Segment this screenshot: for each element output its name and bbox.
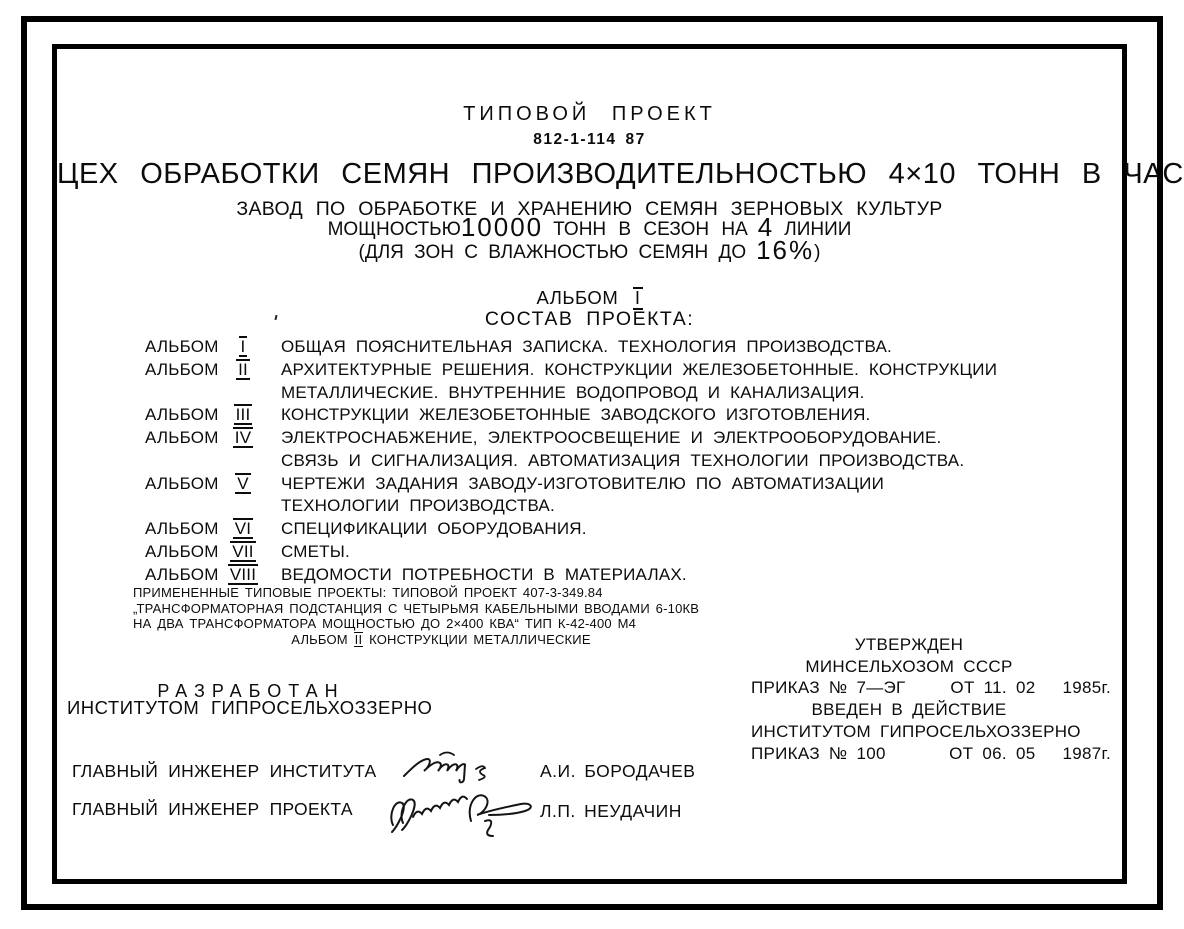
capacity-value: 10000 (460, 212, 544, 242)
signature-name-neudachin: Л.П. НЕУДАЧИН (540, 801, 682, 821)
album-description-line: СМЕТЫ. (281, 541, 350, 561)
album-description-line: ВЕДОМОСТИ ПОТРЕБНОСТИ В МАТЕРИАЛАХ. (281, 564, 687, 584)
list-item (145, 518, 1105, 541)
album-description-line: СВЯЗЬ И СИГНАЛИЗАЦИЯ. АВТОМАТИЗАЦИЯ ТЕХНОЛОГИИ ПРОИЗВОДСТВА. (281, 450, 965, 470)
applied-projects-note (133, 585, 699, 647)
album-word: АЛЬБОМ (145, 405, 219, 425)
album-description-line: СПЕЦИФИКАЦИИ ОБОРУДОВАНИЯ. (281, 519, 587, 538)
document-type-label: ТИПОВОЙ ПРОЕКТ (463, 103, 716, 125)
album-heading-label: АЛЬБОМ (536, 287, 619, 308)
list-item (145, 473, 1105, 519)
album-numeral: II (238, 359, 248, 379)
capacity-prefix: МОЩНОСТЬЮ (327, 219, 461, 240)
humidity-prefix: (ДЛЯ ЗОН С ВЛАЖНОСТЬЮ СЕМЯН ДО (358, 242, 747, 263)
album-heading-numeral: I (634, 287, 641, 308)
list-item (145, 427, 1105, 473)
lines-count-value: 4 (757, 212, 775, 242)
album-word: АЛЬБОМ (145, 519, 219, 538)
note-line: „ТРАНСФОРМАТОРНАЯ ПОДСТАНЦИЯ С ЧЕТЫРЬМЯ КАБЕЛЬНЫМИ ВВОДАМИ 6-10КВ (133, 600, 700, 616)
signature-name-borodachev: А.И. БОРОДАЧЕВ (540, 761, 696, 781)
signature-role-chief-engineer-institute: ГЛАВНЫЙ ИНЖЕНЕР ИНСТИТУТА (72, 761, 377, 781)
note-line: НА ДВА ТРАНСФОРМАТОРА МОЩНОСТЬЮ ДО 2×400 КВА“ ТИП К-42-400 М4 (133, 616, 637, 631)
composition-heading: СОСТАВ ПРОЕКТА: (484, 308, 695, 330)
album-description-line: ТЕХНОЛОГИИ ПРОИЗВОДСТВА. (281, 496, 555, 516)
project-number-value: 812-1-114 (533, 131, 617, 148)
subtitle-capacity (57, 212, 1122, 242)
album-word: АЛЬБОМ (145, 541, 219, 561)
enacted-by: ИНСТИТУТОМ ГИПРОСЕЛЬХОЗЗЕРНО (751, 721, 1081, 741)
note-album-word: АЛЬБОМ (291, 631, 348, 647)
signature-role-chief-engineer-project: ГЛАВНЫЙ ИНЖЕНЕР ПРОЕКТА (72, 799, 353, 819)
humidity-suffix: ) (814, 242, 821, 263)
page-title: ЦЕХ ОБРАБОТКИ СЕМЯН ПРОИЗВОДИТЕЛЬНОСТЬЮ 4×10 ТОНН В ЧАС (57, 158, 1184, 190)
title-page-content (57, 49, 1184, 879)
subtitle-plant: ЗАВОД ПО ОБРАБОТКЕ И ХРАНЕНИЮ СЕМЯН ЗЕРНОВЫХ КУЛЬТУР (236, 198, 943, 220)
album-word: АЛЬБОМ (145, 337, 219, 356)
album-description-line: АРХИТЕКТУРНЫЕ РЕШЕНИЯ. КОНСТРУКЦИИ ЖЕЛЕЗОБЕТОННЫЕ. КОНСТРУКЦИИ (281, 359, 998, 379)
order1-date: ОТ 11. 02 1985г. (950, 678, 1111, 698)
album-numeral: V (237, 473, 249, 493)
album-numeral: VII (232, 541, 254, 561)
album-word: АЛЬБОМ (145, 428, 219, 447)
list-item (145, 541, 1105, 564)
project-composition-list (145, 336, 1105, 586)
note-line: ПРИМЕНЕННЫЕ ТИПОВЫЕ ПРОЕКТЫ: ТИПОВОЙ ПРОЕКТ 407-3-349.84 (133, 585, 603, 600)
capacity-middle: ТОНН В СЕЗОН НА (553, 219, 748, 240)
humidity-value: 16% (756, 235, 815, 265)
album-numeral: VIII (229, 564, 257, 584)
album-numeral: VI (234, 519, 252, 538)
album-heading (57, 287, 1122, 310)
capacity-suffix: ЛИНИИ (784, 219, 852, 240)
album-word: АЛЬБОМ (145, 359, 219, 379)
note-album-numeral: II (354, 631, 363, 647)
note-line (133, 632, 699, 648)
signature-borodachev-icon (402, 749, 514, 787)
approved-by: МИНСЕЛЬХОЗОМ СССР (805, 656, 1013, 676)
developed-label: РАЗРАБОТАН (157, 681, 345, 701)
list-item (145, 404, 1105, 427)
developer-block (67, 683, 435, 717)
project-number (57, 131, 1122, 149)
order2-date: ОТ 06. 05 1987г. (949, 743, 1111, 763)
signature-neudachin-icon (385, 785, 543, 839)
album-description-line: ЭЛЕКТРОСНАБЖЕНИЕ, ЭЛЕКТРООСВЕЩЕНИЕ И ЭЛЕКТРООБОРУДОВАНИЕ. (281, 428, 942, 447)
album-word: АЛЬБОМ (145, 473, 219, 493)
album-numeral: III (235, 405, 251, 425)
note-album-suffix: КОНСТРУКЦИИ МЕТАЛЛИЧЕСКИЕ (369, 631, 591, 647)
list-item (145, 359, 1105, 405)
album-description-line: ЧЕРТЕЖИ ЗАДАНИЯ ЗАВОДУ-ИЗГОТОВИТЕЛЮ ПО АВТОМАТИЗАЦИИ (281, 473, 885, 493)
list-item (145, 564, 1105, 587)
approved-label: УТВЕРЖДЕН (854, 635, 964, 654)
enacted-label: ВВЕДЕН В ДЕЙСТВИЕ (811, 700, 1007, 720)
album-numeral: I (240, 337, 246, 356)
order2-number: ПРИКАЗ № 100 (751, 743, 886, 763)
album-numeral: IV (234, 428, 252, 447)
album-word: АЛЬБОМ (145, 564, 219, 584)
developer-name: ИНСТИТУТОМ ГИПРОСЕЛЬХОЗЗЕРНО (67, 697, 433, 718)
album-description-line: МЕТАЛЛИЧЕСКИЕ. ВНУТРЕННИЕ ВОДОПРОВОД И КАНАЛИЗАЦИЯ. (281, 382, 865, 402)
order1-number: ПРИКАЗ № 7—ЭГ (751, 678, 906, 698)
album-description-line: КОНСТРУКЦИИ ЖЕЛЕЗОБЕТОННЫЕ ЗАВОДСКОГО ИЗГОТОВЛЕНИЯ. (281, 405, 871, 425)
subtitle-humidity (57, 235, 1122, 265)
approval-block (751, 634, 1111, 764)
project-year: 87 (625, 131, 646, 148)
list-item (145, 336, 1105, 359)
album-description-line: ОБЩАЯ ПОЯСНИТЕЛЬНАЯ ЗАПИСКА. ТЕХНОЛОГИЯ ПРОИЗВОДСТВА. (281, 337, 892, 356)
